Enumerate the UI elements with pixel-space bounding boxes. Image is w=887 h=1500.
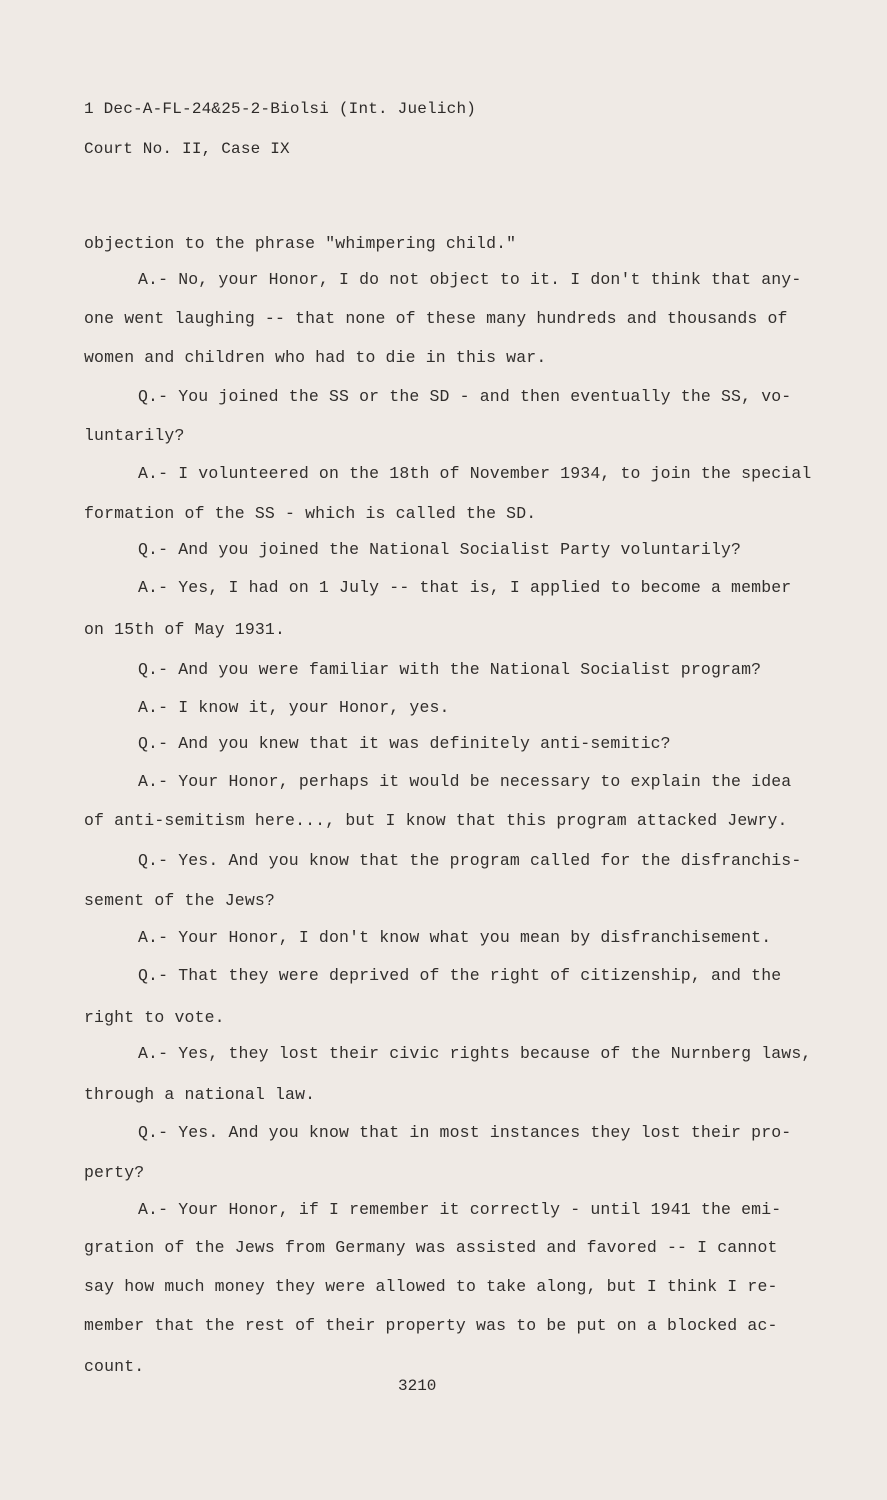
- body-line: Q.- Yes. And you know that the program called for the disfranchis-: [138, 851, 802, 870]
- body-line: A.- Your Honor, perhaps it would be necessary to explain the idea: [138, 772, 792, 791]
- body-line: count.: [84, 1357, 145, 1376]
- page-number: 3210: [398, 1377, 437, 1395]
- body-line: member that the rest of their property was to be put on a blocked ac-: [84, 1316, 778, 1335]
- body-line: one went laughing -- that none of these many hundreds and thousands of: [84, 309, 788, 328]
- body-line: Q.- You joined the SS or the SD - and then eventually the SS, vo-: [138, 387, 792, 406]
- body-line: perty?: [84, 1163, 145, 1182]
- body-line: sement of the Jews?: [84, 891, 275, 910]
- body-line: A.- Yes, they lost their civic rights because of the Nurnberg laws,: [138, 1044, 812, 1063]
- body-line: Q.- That they were deprived of the right of citizenship, and the: [138, 966, 782, 985]
- header-line-1: 1 Dec-A-FL-24&25-2-Biolsi (Int. Juelich): [84, 100, 477, 118]
- body-line: A.- Your Honor, I don't know what you mean by disfranchisement.: [138, 928, 772, 947]
- body-line: of anti-semitism here..., but I know that this program attacked Jewry.: [84, 811, 788, 830]
- body-line: gration of the Jews from Germany was assisted and favored -- I cannot: [84, 1238, 778, 1257]
- body-line: A.- No, your Honor, I do not object to it. I don't think that any-: [138, 270, 802, 289]
- body-line: A.- I volunteered on the 18th of November 1934, to join the special: [138, 464, 812, 483]
- body-line: on 15th of May 1931.: [84, 620, 286, 639]
- header-line-2: Court No. II, Case IX: [84, 140, 290, 158]
- body-line: formation of the SS - which is called the SD.: [84, 504, 537, 523]
- body-line: Q.- And you knew that it was definitely anti-semitic?: [138, 734, 671, 753]
- body-line: Q.- Yes. And you know that in most instances they lost their pro-: [138, 1123, 792, 1142]
- body-line: objection to the phrase "whimpering child.": [84, 234, 517, 253]
- body-line: right to vote.: [84, 1008, 225, 1027]
- body-line: say how much money they were allowed to take along, but I think I re-: [84, 1277, 778, 1296]
- body-line: A.- Yes, I had on 1 July -- that is, I applied to become a member: [138, 578, 792, 597]
- body-line: Q.- And you joined the National Socialist Party voluntarily?: [138, 540, 742, 559]
- body-line: through a national law.: [84, 1085, 316, 1104]
- body-line: A.- I know it, your Honor, yes.: [138, 698, 450, 717]
- body-line: Q.- And you were familiar with the National Socialist program?: [138, 660, 762, 679]
- body-line: A.- Your Honor, if I remember it correctly - until 1941 the emi-: [138, 1200, 782, 1219]
- body-line: women and children who had to die in this war.: [84, 348, 547, 367]
- body-line: luntarily?: [84, 426, 185, 445]
